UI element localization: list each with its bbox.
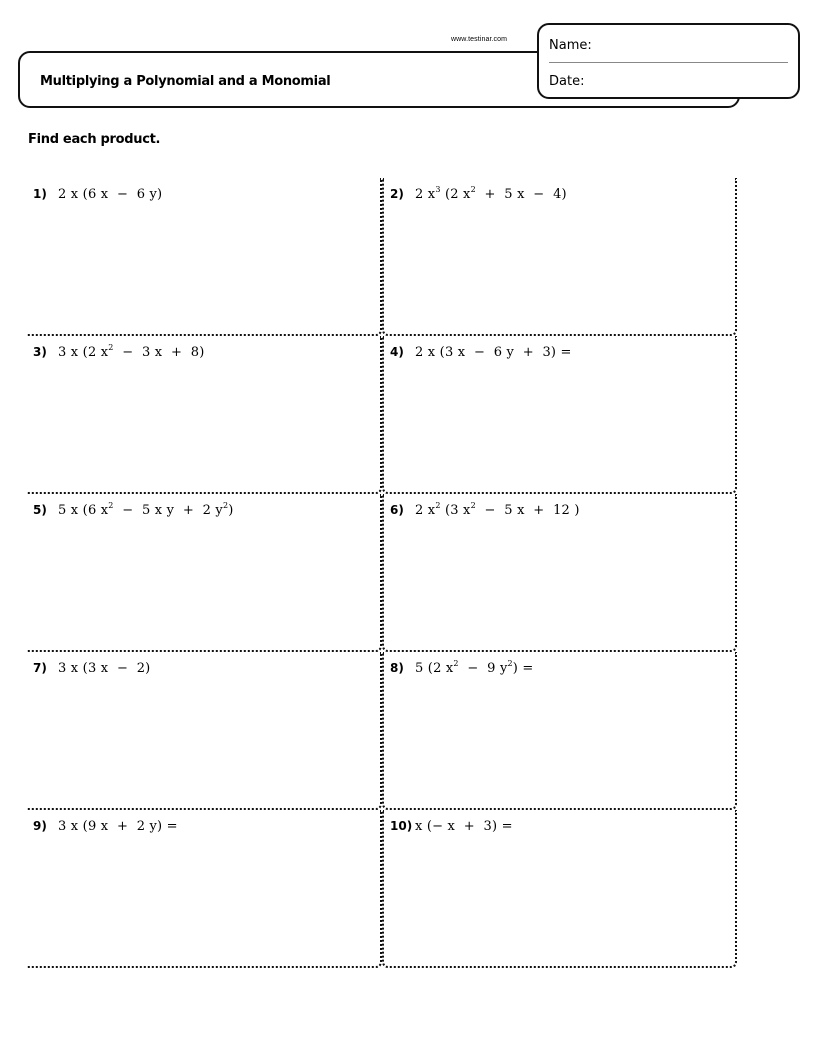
problem-number: 7) (33, 661, 47, 675)
problem-cell[interactable] (382, 494, 737, 652)
problem-row (27, 178, 737, 336)
problem-cell[interactable] (27, 652, 382, 810)
problem-row (27, 810, 737, 968)
worksheet-title: Multiplying a Polynomial and a Monomial (40, 74, 331, 89)
problem-expression: 2 x (6 x − 6 y) (58, 187, 163, 202)
problem-number: 10) (390, 819, 413, 833)
problem-expression: 3 x (2 $x^2 - 3$ x + 8) (58, 343, 205, 360)
problem-number: 4) (390, 345, 404, 359)
problem-cell[interactable] (27, 810, 382, 968)
problem-cell[interactable] (382, 336, 737, 494)
problem-expression: x (− x + 3) = (415, 819, 513, 834)
problem-expression: 2 $x^2$ (3 $x^2 - 5$ x + 12 ) (415, 501, 580, 518)
instructions: Find each product. (28, 132, 161, 147)
problem-expression: 2 x (3 x − 6 y + 3) = (415, 345, 572, 360)
name-date-box (537, 23, 800, 99)
problem-expression: 5 (2 $x^2 - 9$ $y^2$) = (415, 659, 534, 676)
problem-cell[interactable] (27, 178, 382, 336)
problem-cell[interactable] (382, 652, 737, 810)
problem-expression: 5 x (6 $x^2 - 5$ x y + 2 $y^2$) (58, 501, 234, 518)
problem-row (27, 494, 737, 652)
problem-number: 6) (390, 503, 404, 517)
problem-cell[interactable] (382, 178, 737, 336)
problem-expression: 3 x (9 x + 2 y) = (58, 819, 178, 834)
site-url: www.testinar.com (451, 36, 508, 43)
problem-row (27, 652, 737, 810)
problem-cell[interactable] (27, 336, 382, 494)
name-divider (549, 62, 788, 63)
problem-cell[interactable] (382, 810, 737, 968)
problem-number: 1) (33, 187, 47, 201)
problem-expression: 2 $x^3$ (2 $x^2 + 5$ x − 4) (415, 185, 567, 202)
problem-number: 5) (33, 503, 47, 517)
name-label: Name: (549, 38, 592, 53)
date-label: Date: (549, 74, 585, 89)
problem-number: 3) (33, 345, 47, 359)
problem-number: 8) (390, 661, 404, 675)
problem-number: 9) (33, 819, 47, 833)
problem-expression: 3 x (3 x − 2) (58, 661, 151, 676)
problem-row (27, 336, 737, 494)
problem-number: 2) (390, 187, 404, 201)
problem-cell[interactable] (27, 494, 382, 652)
problem-grid (27, 178, 737, 968)
